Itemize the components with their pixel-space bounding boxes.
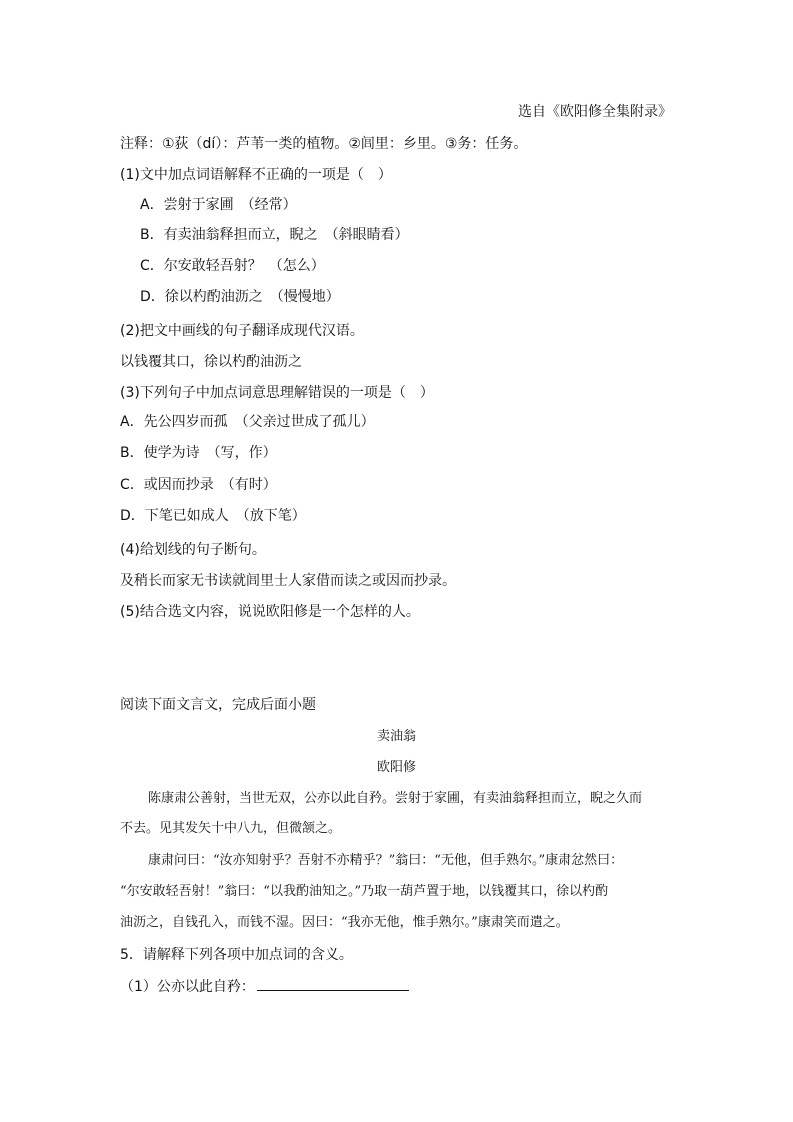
passage-title: 卖油翁 — [376, 729, 416, 744]
answer-blank[interactable] — [257, 975, 409, 991]
section-2-intro: 阅读下面文言文，完成后面小题 — [120, 697, 316, 713]
question-3-option-d: D．下笔已如成人 （放下笔） — [120, 508, 306, 524]
source-citation: 选自《欧阳修全集附录》 — [518, 104, 672, 120]
sub-question-1-label: （1）公亦以此自矜： — [120, 979, 255, 995]
passage-line: 康肃问曰：“汝亦知射乎？吾射不亦精乎？”翁曰：“无他，但手熟尔。”康肃忿然曰： — [148, 853, 624, 868]
question-3-option-b: B．使学为诗 （写，作） — [120, 445, 277, 461]
passage-author: 欧阳修 — [376, 760, 416, 775]
passage-line: 油沥之，自钱孔入，而钱不湿。因曰：“我亦无他，惟手熟尔。”康肃笑而遣之。 — [120, 915, 569, 930]
passage-line: 陈康肃公善射，当世无双，公亦以此自矜。尝射于家圃，有卖油翁释担而立，睨之久而 — [148, 791, 643, 806]
question-5-stem: (5)结合选文内容，说说欧阳修是一个怎样的人。 — [120, 604, 420, 620]
question-3-option-c: C．或因而抄录 （有时） — [120, 477, 277, 493]
passage-line: “尔安敢轻吾射！”翁曰：“以我酌油知之。”乃取一葫芦置于地，以钱覆其口，徐以杓酌 — [120, 884, 609, 899]
question-2-sentence: 以钱覆其口，徐以杓酌油沥之 — [120, 354, 302, 370]
annotation-notes: 注释：①荻（dí）：芦苇一类的植物。②闾里：乡里。③务：任务。 — [120, 136, 528, 152]
question-1-option-c: C．尔安敢轻吾射？ （怎么） — [140, 258, 325, 274]
question-3-option-a: A．先公四岁而孤 （父亲过世成了孤儿） — [120, 414, 375, 430]
question-1-option-d: D．徐以杓酌油沥之 （慢慢地） — [140, 289, 340, 305]
question-1-stem: (1)文中加点词语解释不正确的一项是（ ） — [120, 167, 392, 183]
passage-line: 不去。见其发矢十中八九，但微颔之。 — [120, 821, 342, 836]
question-1-option-a: A．尝射于家圃 （经常） — [140, 197, 297, 213]
question-5-heading: 5．请解释下列各项中加点词的含义。 — [120, 947, 353, 963]
sub-question-1 — [120, 975, 409, 997]
question-2-stem: (2)把文中画线的句子翻译成现代汉语。 — [120, 323, 364, 339]
question-1-option-b: B．有卖油翁释担而立，睨之 （斜眼睛看） — [140, 227, 409, 243]
question-3-stem: (3)下列句子中加点词意思理解错误的一项是（ ） — [120, 385, 434, 401]
question-4-stem: (4)给划线的句子断句。 — [120, 542, 266, 558]
question-4-sentence: 及稍长而家无书读就闾里士人家借而读之或因而抄录。 — [120, 573, 456, 589]
